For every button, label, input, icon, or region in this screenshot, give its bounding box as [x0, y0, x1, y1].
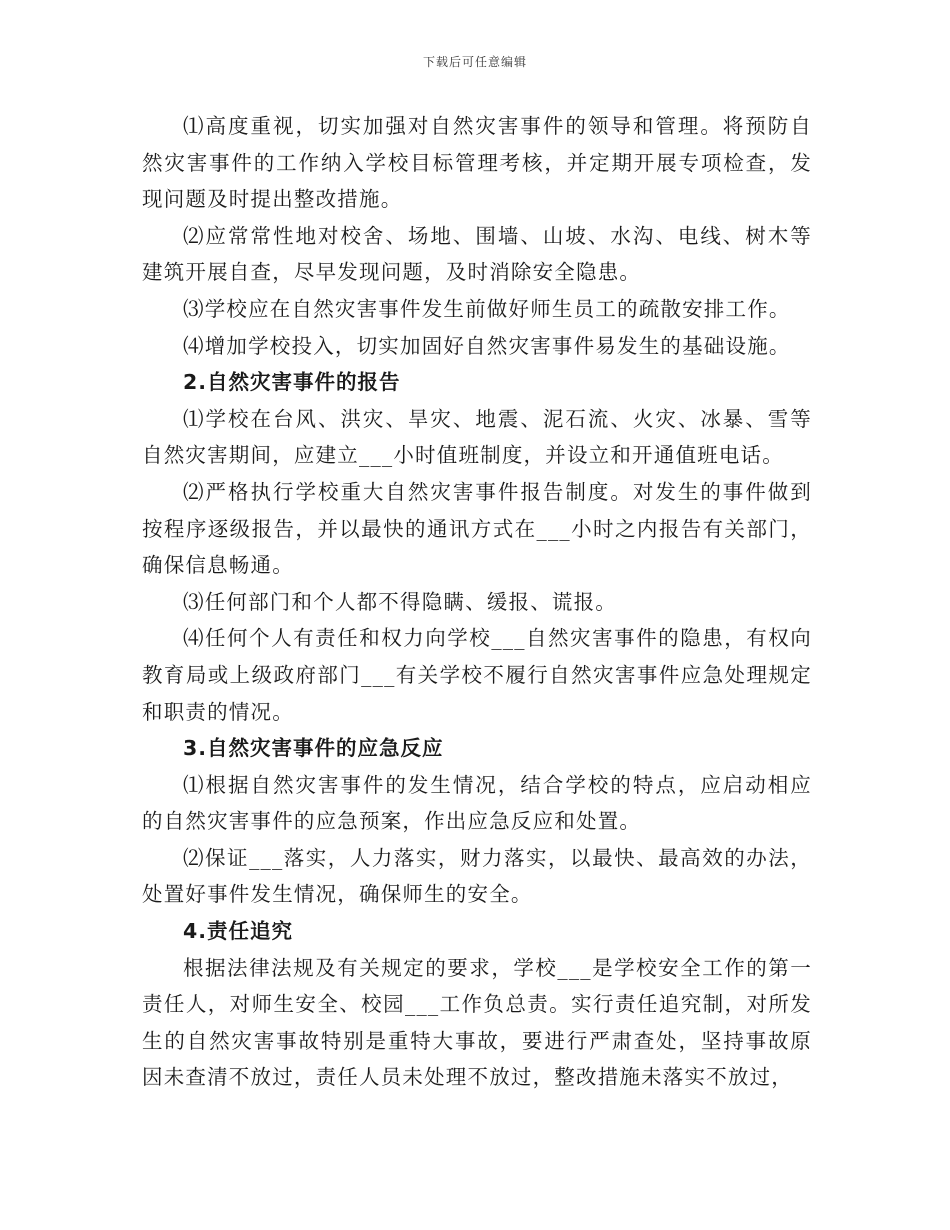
- page-header: 下载后可任意编辑: [422, 55, 527, 69]
- paragraph: ⑶学校应在自然灾害事件发生前做好师生员工的疏散安排工作。: [183, 296, 791, 321]
- paragraph: ⑶任何部门和个人都不得隐瞒、缓报、谎报。: [183, 589, 617, 614]
- paragraph: ⑵严格执行学校重大自然灾害事件报告制度。对发生的事件做到按程序逐级报告，并以最快的通讯方式在___小时之内报告有关部门，确保信息畅通。: [142, 479, 812, 578]
- paragraph: ⑵应常常性地对校舍、场地、围墙、山坡、水沟、电线、树木等建筑开展自查，尽早发现问题，及时消除安全隐患。: [142, 223, 812, 285]
- section-heading: 4.责任追究: [183, 919, 294, 944]
- document-body: [142, 108, 812, 1096]
- paragraph: ⑴高度重视，切实加强对自然灾害事件的领导和管理。将预防自然灾害事件的工作纳入学校目标管理考核，并定期开展专项检查，发现问题及时提出整改措施。: [142, 114, 812, 212]
- paragraph: 根据法律法规及有关规定的要求，学校___是学校安全工作的第一责任人，对师生安全、校园___工作负总责。实行责任追究制，对所发生的自然灾害事故特别是重特大事故，要进行严肃查处，坚持事故原因未查清不放过，责任人员未处理不放过，整改措施未落实不放过，: [142, 955, 812, 1090]
- section-heading: 3.自然灾害事件的应急反应: [183, 736, 444, 761]
- paragraph: ⑴学校在台风、洪灾、旱灾、地震、泥石流、火灾、冰暴、雪等自然灾害期间，应建立___小时值班制度，并设立和开通值班电话。: [142, 406, 812, 468]
- paragraph: ⑷增加学校投入，切实加固好自然灾害事件易发生的基础设施。: [183, 333, 791, 358]
- paragraph: ⑴根据自然灾害事件的发生情况，结合学校的特点，应启动相应的自然灾害事件的应急预案，作出应急反应和处置。: [142, 772, 812, 834]
- paragraph: ⑵保证___落实，人力落实，财力落实，以最快、最高效的办法，处置好事件发生情况，确保师生的安全。: [142, 845, 812, 907]
- section-heading: 2.自然灾害事件的报告: [183, 370, 401, 395]
- paragraph: ⑷任何个人有责任和权力向学校___自然灾害事件的隐患，有权向教育局或上级政府部门___有关学校不履行自然灾害事件应急处理规定和职责的情况。: [142, 626, 812, 724]
